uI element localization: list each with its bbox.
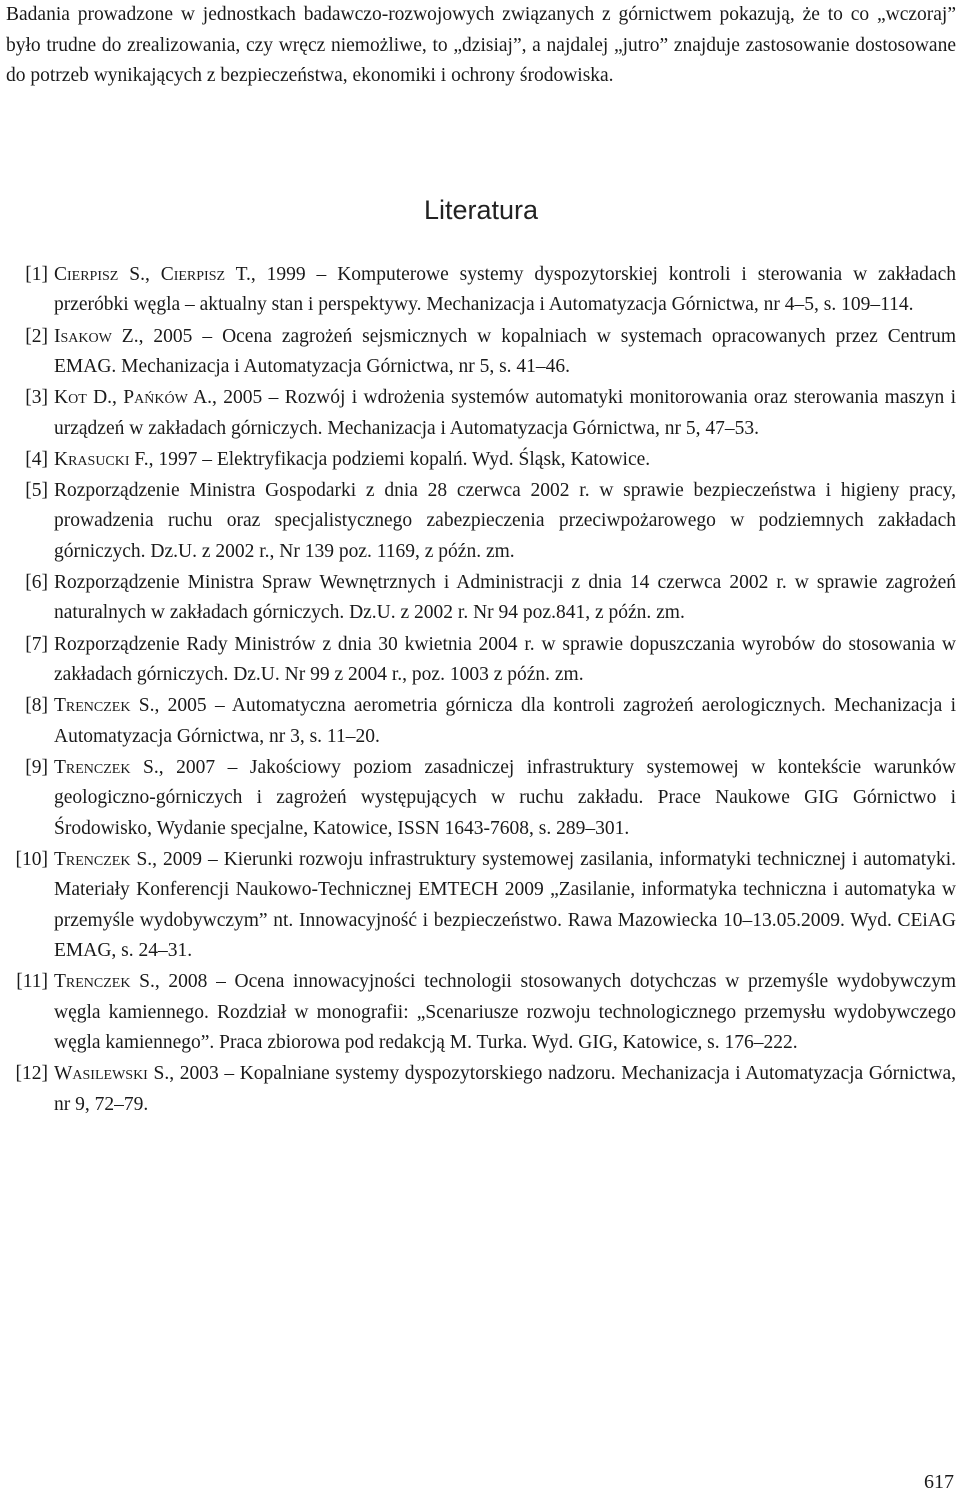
reference-text: , 1999 – Komputerowe systemy dyspozytorskiej kontroli i sterowania w zakładach przeróbki węgla – aktualny stan i perspektywy. Mechanizacja i Automatyzacja Górnictwa, nr 4–5, s. 109–114.	[54, 264, 956, 316]
reference-text: , 2008 – Ocena innowacyjności technologii stosowanych dotychczas w przemyśle wydobywczym węgla kamiennego. Rozdział w monografii: „Scenariusze rozwoju technologicznego przemysłu wydobywczego węgla kamiennego”. Praca zbiorowa pod redakcją M. Turka. Wyd. GIG, Katowice, s. 176–222.	[54, 971, 956, 1054]
reference-authors: Krasucki F.	[54, 448, 149, 470]
reference-text: , 2003 – Kopalniane systemy dyspozytorskiego nadzoru. Mechanizacja i Automatyzacja Górnictwa, nr 9, 72–79.	[54, 1063, 957, 1115]
reference-authors: Trenczek S.	[54, 756, 159, 778]
reference-text: Rozporządzenie Rady Ministrów z dnia 30 kwietnia 2004 r. w sprawie dopuszczania wyrobów do stosowania w zakładach górniczych. Dz.U. Nr 99 z 2004 r., poz. 1003 z późn. zm.	[54, 633, 956, 686]
reference-item	[0, 260, 956, 321]
section-heading: Literatura	[423, 195, 539, 225]
reference-item	[0, 445, 956, 475]
reference-number: [7]	[25, 633, 48, 655]
reference-number: [3]	[25, 387, 48, 409]
reference-authors: Trenczek S.	[54, 971, 155, 993]
reference-authors: Isakow Z.	[54, 325, 139, 347]
reference-number: [1]	[25, 264, 48, 285]
reference-item	[0, 476, 956, 567]
reference-number: [11]	[16, 971, 48, 993]
intro-paragraph: Badania prowadzone w jednostkach badawczo-rozwojowych związanych z górnictwem pokazują, że to co „wczoraj” było trudne do zrealizowania, czy wręcz niemożliwe, to „dzisiaj”, a najdalej „jutro” znajduje zastosowanie dostosowane do potrzeb wynikających z bezpieczeństwa, ekonomiki i ochrony środowiska.	[6, 4, 956, 86]
reference-item	[0, 1059, 956, 1120]
reference-item	[0, 322, 956, 383]
reference-number: [12]	[15, 1063, 48, 1085]
reference-item	[0, 568, 956, 629]
reference-text: , 2007 – Jakościowy poziom zasadniczej infrastruktury systemowej w kontekście warunków geologiczno-górniczych i zagrożeń występujących w ruchu zakładu. Prace Naukowe GIG Górnictwo i Środowisko, Wydanie specjalne, Katowice, ISSN 1643-7608, s. 289–301.	[54, 756, 956, 839]
reference-item	[0, 630, 956, 691]
reference-text: , 2005 – Automatyczna aerometria górnicza dla kontroli zagrożeń aerologicznych. Mechanizacja i Automatyzacja Górnictwa, nr 3, s. 11–20.	[54, 695, 956, 747]
reference-item	[0, 691, 956, 752]
reference-item	[0, 845, 956, 967]
reference-text: , 1997 – Elektryfikacja podziemi kopalń. Wyd. Śląsk, Katowice.	[148, 448, 651, 470]
reference-item	[0, 383, 956, 444]
reference-number: [2]	[25, 325, 48, 347]
reference-text: , 2009 – Kierunki rozwoju infrastruktury systemowej zasilania, informatyki technicznej i automatyki. Materiały Konferencji Naukowo-Technicznej EMTECH 2009 „Zasilanie, informatyka techniczna i automatyka w przemyśle wydobywczym” nt. Innowacyjność i bezpieczeństwo. Rawa Mazowiecka 10–13.05.2009. Wyd. CEiAG EMAG, s. 24–31.	[54, 848, 957, 962]
reference-number: [5]	[25, 480, 48, 502]
reference-item	[0, 967, 956, 1058]
reference-item	[0, 753, 956, 844]
reference-authors: Wasilewski S.	[54, 1063, 170, 1085]
reference-authors: Trenczek S.	[54, 848, 153, 870]
reference-number: [8]	[25, 695, 48, 717]
reference-authors: Cierpisz S., Cierpisz T.	[54, 264, 251, 285]
reference-text: , 2005 – Rozwój i wdrożenia systemów automatyki monitorowania oraz sterowania maszyn i urządzeń w zakładach górniczych. Mechanizacja i Automatyzacja Górnictwa, nr 5, 47–53.	[54, 387, 956, 439]
reference-authors: Trenczek S.	[54, 695, 155, 717]
reference-number: [6]	[25, 572, 48, 594]
reference-number: [10]	[15, 848, 48, 870]
reference-number: [9]	[25, 756, 48, 778]
reference-authors: Kot D., Pańków A.	[54, 387, 213, 409]
reference-number: [4]	[25, 448, 48, 470]
reference-text: Rozporządzenie Ministra Gospodarki z dnia 28 czerwca 2002 r. w sprawie bezpieczeństwa i higieny pracy, prowadzenia ruchu oraz specjalistycznego zabezpieczenia przeciwpożarowego w podziemnych zakładach górniczych. Dz.U. z 2002 r., Nr 139 poz. 1169, z późn. zm.	[54, 480, 956, 562]
page-number: 617	[924, 1471, 954, 1493]
reference-text: Rozporządzenie Ministra Spraw Wewnętrznych i Administracji z dnia 14 czerwca 2002 r. w sprawie zagrożeń naturalnych w zakładach górniczych. Dz.U. z 2002 r. Nr 94 poz.841, z późn. zm.	[54, 572, 956, 624]
reference-list	[0, 260, 956, 1121]
reference-text: , 2005 – Ocena zagrożeń sejsmicznych w kopalniach w systemach opracowanych przez Centrum EMAG. Mechanizacja i Automatyzacja Górnictwa, nr 5, s. 41–46.	[54, 325, 956, 378]
